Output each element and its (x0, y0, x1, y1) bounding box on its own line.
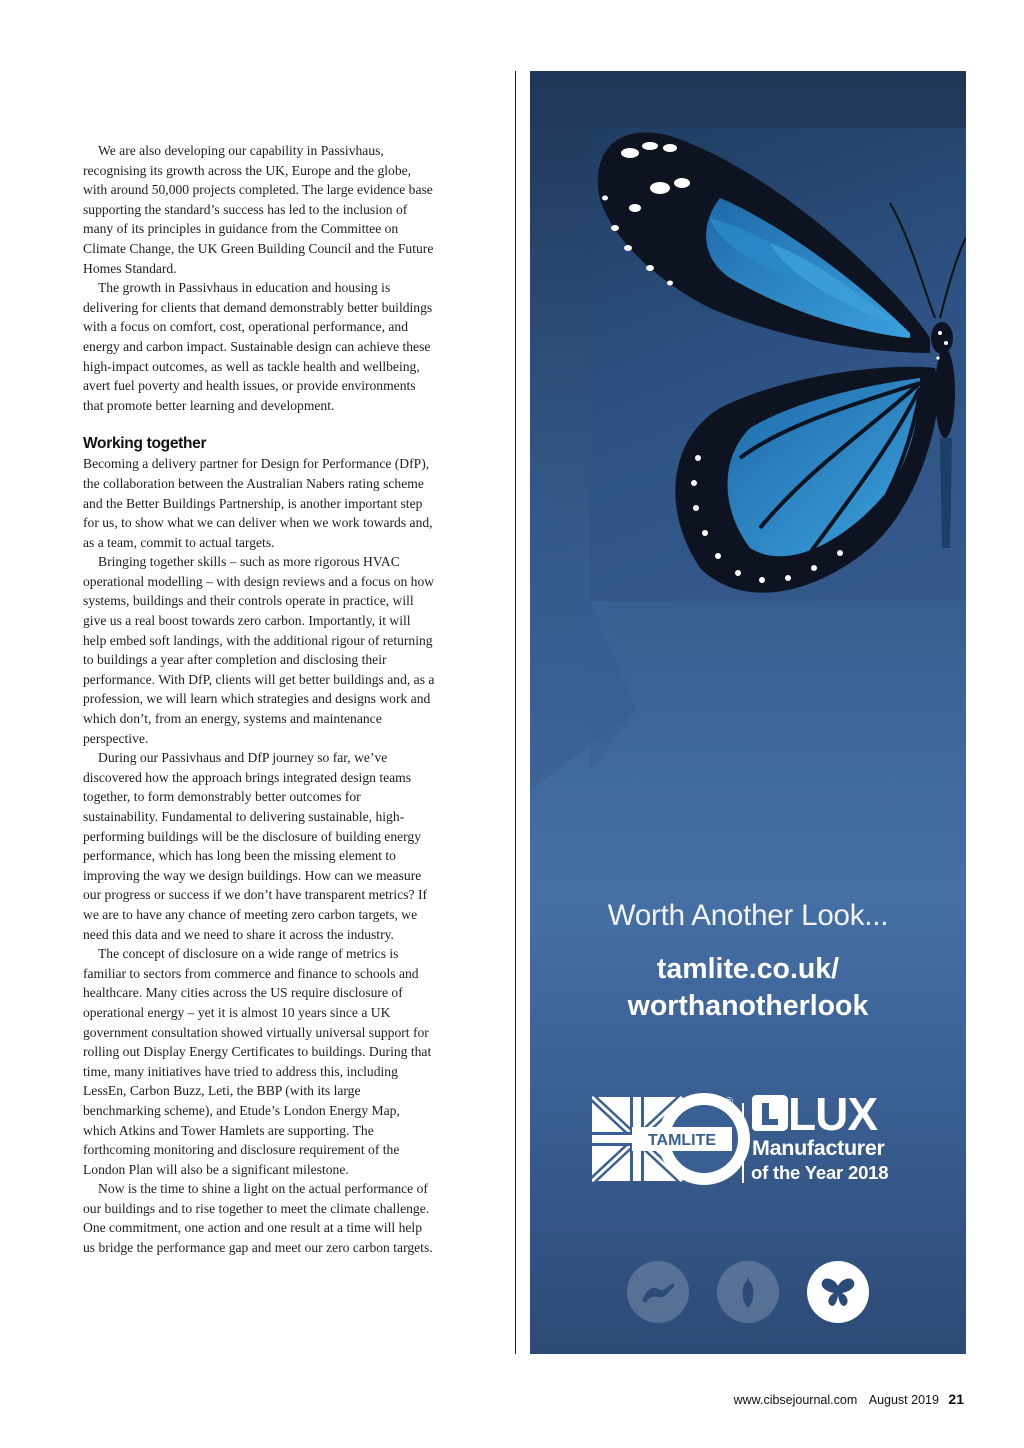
lux-word-text: LUX (788, 1088, 877, 1140)
article-paragraph: Bringing together skills – such as more rigorous HVAC operational modelling – with design reviews and a focus on how systems, buildings and their controls operate in practice, will give us a real boost towards zero carbon. Importantly, it will help embed soft landings, with the additional rigour of returning to buildings a year after completion and disclosing their performance. With DfP, clients will get better buildings and, as a profession, we will learn which strategies and designs work and which don’t, from an energy, systems and maintenance perspective. (83, 554, 435, 746)
logo-separator (742, 1103, 744, 1183)
article-paragraph: The growth in Passivhaus in education and housing is delivering for clients that demand demonstrably better buildings with a focus on comfort, cost, operational performance, and energy and carbon impact. Sustainable design can achieve these high-impact outcomes, as well as tackle health and wellbeing, avert fuel poverty and health issues, or provide environments that promote better learning and development. (83, 280, 433, 413)
article-paragraph: The concept of disclosure on a wide range of metrics is familiar to sectors from commerce and finance to schools and healthcare. Many cities across the US require disclosure of operational energy – yet it is almost 10 years since a UK government consultation showed virtually universal support for rolling out Display Energy Certificates to buildings. During that time, many initiatives have tried to address this, including LessEn, Carbon Buzz, Leti, the BBP (with its large benchmarking scheme), and Etude’s London Energy Map, which Atkins and Tower Hamlets are supporting. The forthcoming monitoring and disclosure requirement of the London Plan will also be a significant milestone. (83, 946, 432, 1177)
lux-emblem-icon (752, 1093, 788, 1133)
caterpillar-icon (627, 1261, 689, 1323)
ad-url-line-1[interactable]: tamlite.co.uk/ (656, 953, 840, 985)
ad-tagline: Worth Another Look... (607, 899, 889, 932)
page-footer (734, 1391, 964, 1407)
section-heading: Working together (83, 435, 207, 453)
registered-mark: ® (725, 1096, 734, 1108)
journal-website[interactable]: www.cibsejournal.com (733, 1393, 858, 1407)
butterfly-icon (807, 1261, 869, 1323)
article-paragraph: Now is the time to shine a light on the actual performance of our buildings and to rise together to meet the climate challenge. One commitment, one action and one result at a time will help us bridge the performance gap and meet our zero carbon targets. (83, 1181, 433, 1256)
chrysalis-icon (717, 1261, 779, 1323)
ad-url-line-2[interactable]: worthanotherlook (627, 990, 869, 1022)
award-year: of the Year 2018 (751, 1162, 889, 1183)
issue-date: August 2019 (868, 1393, 939, 1407)
article-paragraph: Becoming a delivery partner for Design for Performance (DfP), the collaboration between the Australian Nabers rating scheme and the Better Buildings Partnership, is another important step for us, to show what we can deliver when we work towards and, as a team, commit to actual targets. (83, 456, 433, 550)
page-number: 21 (948, 1391, 964, 1407)
column-divider (515, 71, 516, 1354)
ad-url-link[interactable] (530, 951, 966, 1025)
award-title: Manufacturer (752, 1136, 885, 1160)
article-paragraph: During our Passivhaus and DfP journey so far, we’ve discovered how the approach brings integrated design teams together, to form demonstrably better outcomes for sustainability. Fundamental to delivering sustainable, high-performing buildings will be the disclosure of building energy performance, which has long been the missing element to improving the way we design buildings. How can we measure our progress or success if we don’t have transparent metrics? If we are to have any chance of meeting zero carbon targets, we need this data and we need to share it across the industry. (83, 750, 428, 942)
tamlite-wordmark: TAMLITE (647, 1132, 717, 1149)
lux-award-logo (752, 1089, 877, 1139)
article-paragraph: We are also developing our capability in Passivhaus, recognising its growth across the UK, Europe and the globe, with around 50,000 projects completed. The large evidence base supporting the standard’s success has led to the inclusion of many of its principles in guidance from the Committee on Climate Change, the UK Green Building Council and the Future Homes Standard. (83, 143, 434, 276)
butterfly-illustration (590, 128, 966, 601)
article-column (83, 141, 435, 1258)
tamlite-advertisement[interactable] (530, 71, 966, 1354)
